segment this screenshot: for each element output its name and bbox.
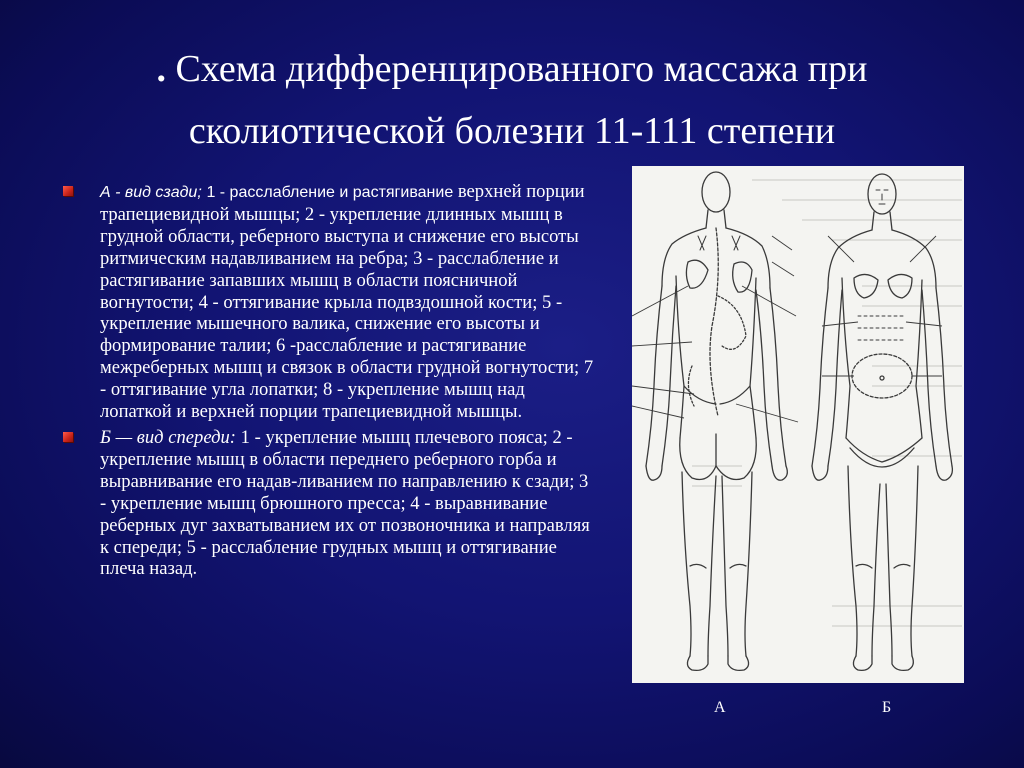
figure-label-b: Б [882,699,892,716]
back-view-leader-lines [632,236,798,422]
slide-title [40,38,984,162]
background-print-lines [692,180,962,626]
front-view-body: 1 - укрепление мышц плечевого пояса; 2 - укрепление мышц в области переднего реберного горба и выравнивание его надав-ливанием по направлению к сзади; 3 - укрепление мышц брюшного пресса; 4 - выравнивание реберных дуг захватыванием их от позвоночника и направляя к спереди; 5 - расслабление грудных мышц и оттягивание плеча назад. [100,426,590,580]
front-view-figure [812,174,952,670]
square-bullet-icon [63,186,73,196]
massage-scheme-figure [632,166,964,683]
back-view-body: верхней порции трапециевидной мышцы; 2 - укрепление длинных мышц в грудной области, реберного выступа и снижение его высоты ритмическим надавливанием на ребра; 3 - расслабление и растягивание запавших мышц в области поясничной вогнутости; 4 - оттягивание крыла подвздошной кости; 5 - укрепление мышечного валика, снижение его высоты и формирование талии; 6 -расслабление и растягивание межреберных мышц и связок в области грудной вогнутости; 7 - оттягивание угла лопатки; 8 - укрепление мышц над лопаткой и верхней порции трапециевидной мышцы. [100,181,594,423]
title-line-2: сколиотической болезни 11-111 степени [188,110,836,152]
front-view-lead: Б — вид спереди: [100,426,237,448]
square-bullet-icon [63,432,73,442]
body-diagram-illustration [632,166,964,683]
description-text [60,181,595,584]
title-dot: . [156,48,166,90]
paragraph-back-view [60,181,595,423]
back-view-figure [646,172,787,670]
figure-label-a: А [714,699,726,716]
title-line-1 [40,38,984,100]
title-line-1-text: Схема дифференцированного массажа при [175,48,868,90]
back-view-lead: А - вид сзади; [100,184,202,201]
paragraph-front-view [60,427,595,580]
back-view-first-item: 1 - расслабление и растягивание [206,184,454,201]
